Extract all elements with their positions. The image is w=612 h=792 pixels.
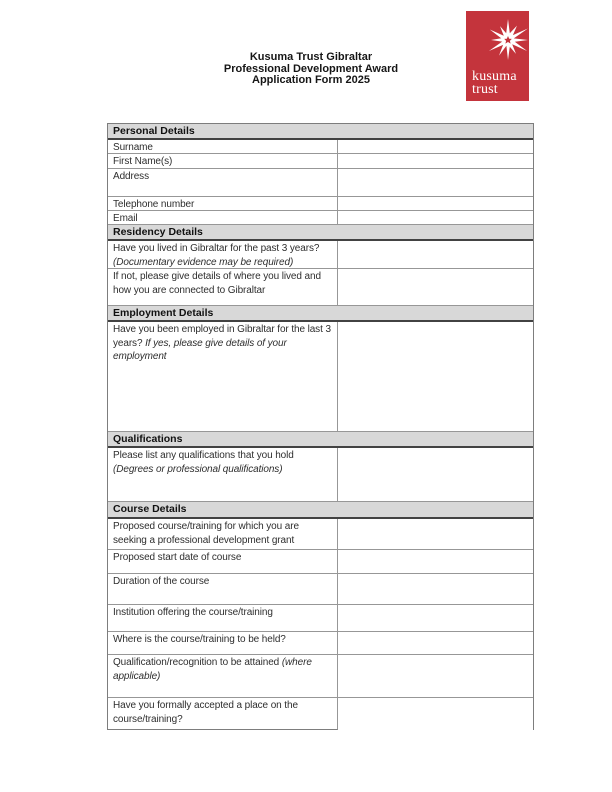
- form-row-if-not-details: [108, 269, 533, 306]
- field-label: Where is the course/training to be held?: [113, 634, 286, 645]
- form-row-address: [108, 169, 533, 197]
- form-row-where-held: [108, 632, 533, 655]
- title-line-3: Application Form 2025: [252, 74, 370, 86]
- section-header-label: Residency Details: [113, 226, 203, 238]
- form-row-proposed-course: [108, 519, 533, 550]
- field-label: Proposed course/training for which you are seeking a professional development grant: [113, 521, 299, 546]
- form-row-email: [108, 211, 533, 225]
- section-header-course-details: [108, 502, 533, 519]
- field-input-cell[interactable]: [338, 655, 533, 697]
- section-header-label: Personal Details: [113, 125, 195, 137]
- field-label-cell: [108, 269, 338, 305]
- field-label: Proposed start date of course: [113, 552, 242, 563]
- field-label-cell: [108, 211, 338, 224]
- form-row-first-names: [108, 154, 533, 169]
- field-label: Institution offering the course/training: [113, 607, 273, 618]
- application-form-table: [107, 123, 534, 730]
- section-header-qualifications: [108, 432, 533, 448]
- field-input-cell[interactable]: [338, 550, 533, 573]
- field-label: If not, please give details of where you lived and how you are connected to Gibraltar: [113, 271, 321, 296]
- field-label: Address: [113, 171, 149, 182]
- field-label: Have you formally accepted a place on the course/training?: [113, 700, 298, 725]
- field-label: Duration of the course: [113, 576, 210, 587]
- section-header-residency-details: [108, 225, 533, 241]
- field-input-cell[interactable]: [338, 519, 533, 549]
- section-header-personal-details: [108, 124, 533, 140]
- field-input-cell[interactable]: [338, 448, 533, 501]
- form-row-telephone: [108, 197, 533, 211]
- field-input-cell[interactable]: [338, 698, 533, 730]
- field-input-cell[interactable]: [338, 605, 533, 631]
- form-row-accepted-place: [108, 698, 533, 730]
- field-label-cell: [108, 241, 338, 268]
- field-label-cell: [108, 519, 338, 549]
- field-label: Qualification/recognition to be attained: [113, 657, 280, 668]
- form-row-duration: [108, 574, 533, 605]
- title-line-1: Kusuma Trust Gibraltar: [249, 51, 373, 63]
- field-label-cell: [108, 322, 338, 431]
- field-label-cell: [108, 154, 338, 168]
- field-label-cell: [108, 140, 338, 153]
- kusuma-trust-logo: [466, 11, 529, 101]
- form-row-qualification-attained: [108, 655, 533, 698]
- field-input-cell[interactable]: [338, 574, 533, 604]
- logo-wordmark: [472, 70, 517, 96]
- field-label-cell: [108, 197, 338, 210]
- field-note: (Documentary evidence may be required): [113, 256, 294, 268]
- form-row-qualifications-list: [108, 448, 533, 502]
- field-input-cell[interactable]: [338, 140, 533, 153]
- field-label-cell: [108, 550, 338, 573]
- field-label-cell: [108, 632, 338, 654]
- section-header-label: Qualifications: [113, 433, 183, 445]
- field-input-cell[interactable]: [338, 269, 533, 305]
- form-row-institution: [108, 605, 533, 632]
- field-note: (where applicable): [113, 657, 312, 682]
- field-label-cell: [108, 574, 338, 604]
- field-input-cell[interactable]: [338, 211, 533, 224]
- form-row-employed-in-gibraltar: [108, 322, 533, 432]
- field-input-cell[interactable]: [338, 154, 533, 168]
- field-label: Email: [113, 213, 138, 224]
- field-label: Have you been employed in Gibraltar for the last 3 years?: [113, 324, 331, 349]
- field-input-cell[interactable]: [338, 169, 533, 196]
- logo-word-kusuma: kusuma: [472, 69, 517, 84]
- field-input-cell[interactable]: [338, 241, 533, 268]
- field-label: First Name(s): [113, 156, 173, 167]
- form-row-start-date: [108, 550, 533, 574]
- field-input-cell[interactable]: [338, 632, 533, 654]
- form-row-lived-in-gibraltar: [108, 241, 533, 269]
- field-label: Surname: [113, 142, 153, 153]
- form-row-surname: [108, 140, 533, 154]
- field-label-cell: [108, 698, 338, 730]
- field-note: (Degrees or professional qualifications): [113, 463, 283, 475]
- title-line-2: Professional Development Award: [223, 62, 399, 75]
- field-input-cell[interactable]: [338, 197, 533, 210]
- field-note: If yes, please give details of your employment: [113, 337, 287, 362]
- logo-word-trust: trust: [472, 82, 498, 97]
- section-header-label: Course Details: [113, 503, 187, 515]
- field-label: Telephone number: [113, 199, 195, 210]
- section-header-employment-details: [108, 306, 533, 322]
- field-label-cell: [108, 169, 338, 196]
- field-label: Please list any qualifications that you hold: [113, 450, 294, 461]
- field-label-cell: [108, 605, 338, 631]
- field-label-cell: [108, 655, 338, 697]
- field-label-cell: [108, 448, 338, 501]
- section-header-label: Employment Details: [113, 307, 214, 319]
- field-input-cell[interactable]: [338, 322, 533, 431]
- field-label: Have you lived in Gibraltar for the past 3 years?: [113, 243, 320, 254]
